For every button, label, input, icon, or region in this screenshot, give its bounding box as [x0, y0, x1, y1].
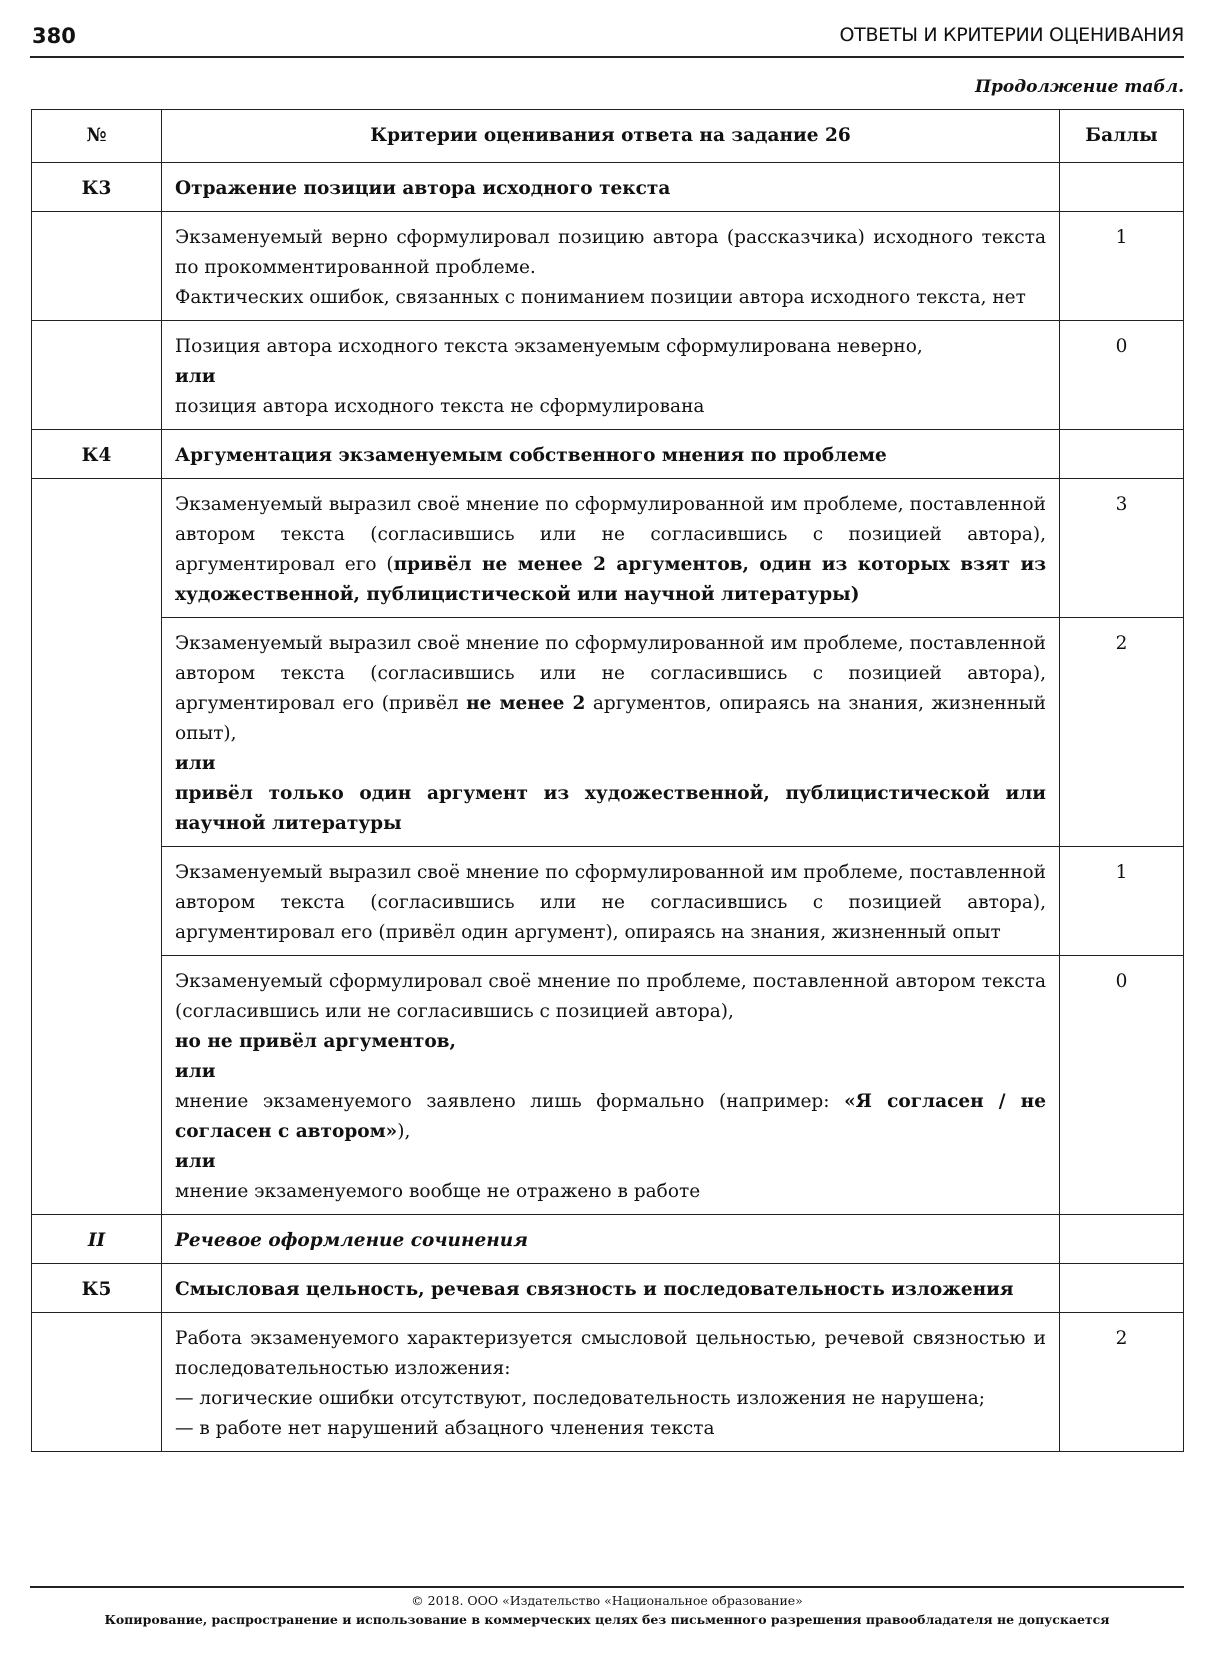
- criterion-description: [162, 1313, 1060, 1452]
- description-line: Фактических ошибок, связанных с пониманием позиции автора исходного текста, нет: [175, 287, 1026, 308]
- points-cell-empty: [1060, 1264, 1184, 1313]
- criterion-title: Отражение позиции автора исходного текста: [162, 163, 1060, 212]
- description-line: Работа экзаменуемого характеризуется смысловой цельностью, речевой связностью и последовательностью изложения:: [175, 1328, 1046, 1379]
- table-header-row: [32, 110, 1184, 163]
- criterion-description: [162, 479, 1060, 618]
- table-row: [32, 479, 1184, 618]
- description-bold-text: не менее 2: [466, 693, 586, 714]
- description-text: ),: [397, 1121, 411, 1142]
- points-cell-empty: [1060, 430, 1184, 479]
- table-row: [32, 956, 1184, 1215]
- points-value: 0: [1060, 956, 1184, 1215]
- list-item: — логические ошибки отсутствуют, последовательность изложения не нарушена;: [175, 1388, 985, 1409]
- criterion-description: [162, 956, 1060, 1215]
- or-connector: или: [175, 366, 216, 387]
- or-connector: или: [175, 1061, 216, 1082]
- description-text: мнение экзаменуемого заявлено лишь формально (например:: [175, 1091, 845, 1112]
- points-value: 0: [1060, 321, 1184, 430]
- description-bold-text: «Я согласен / не согласен с автором»: [175, 1091, 1046, 1142]
- number-cell-empty: [32, 321, 162, 430]
- column-header-number: №: [32, 110, 162, 163]
- description-text: Экзаменуемый выразил своё мнение по сформулированной им проблеме, поставленной автором текста (согласившись или не согласившись с позицией автора), аргументировал его (: [175, 494, 1046, 575]
- description-line: позиция автора исходного текста не сформулирована: [175, 396, 705, 417]
- section-ii-title-row: [32, 1215, 1184, 1264]
- number-cell-empty: [32, 479, 162, 1215]
- description-text: Экзаменуемый сформулировал своё мнение по проблеме, поставленной автором текста (согласившись или не согласившись с позицией автора),: [175, 971, 1046, 1022]
- points-value: 2: [1060, 1313, 1184, 1452]
- criteria-table: [31, 109, 1184, 1452]
- points-value: 2: [1060, 618, 1184, 847]
- table-row: [32, 212, 1184, 321]
- description-text: Экзаменуемый выразил своё мнение по сформулированной им проблеме, поставленной автором текста (согласившись или не согласившись с позицией автора), аргументировал его (привёл один аргумент), опираясь на знания, жизненный опыт: [175, 862, 1046, 943]
- continuation-label: Продолжение табл.: [974, 77, 1184, 97]
- points-cell-empty: [1060, 163, 1184, 212]
- column-header-points: Баллы: [1060, 110, 1184, 163]
- or-connector: или: [175, 753, 216, 774]
- copyright: © 2018. ООО «Издательство «Национальное образование»: [411, 1593, 803, 1608]
- criterion-number: К5: [32, 1264, 162, 1313]
- description-bold-text: привёл не менее 2 аргументов, один из которых взят из художественной, публицистической или научной литературы): [175, 554, 1047, 605]
- points-value: 3: [1060, 479, 1184, 618]
- section-number: II: [32, 1215, 162, 1264]
- criterion-description: [162, 618, 1060, 847]
- points-value: 1: [1060, 847, 1184, 956]
- running-title: ОТВЕТЫ И КРИТЕРИИ ОЦЕНИВАНИЯ: [839, 24, 1184, 46]
- criterion-title: Смысловая цельность, речевая связность и последовательность изложения: [162, 1264, 1060, 1313]
- points-cell-empty: [1060, 1215, 1184, 1264]
- description-text: аргументов, опираясь на знания, жизненный опыт),: [175, 693, 1046, 744]
- description-line: [175, 1087, 1046, 1147]
- number-cell-empty: [32, 1313, 162, 1452]
- table-row: [32, 618, 1184, 847]
- criterion-k4-title-row: [32, 430, 1184, 479]
- header-rule: [30, 56, 1184, 58]
- or-connector: или: [175, 1151, 216, 1172]
- criterion-number: К4: [32, 430, 162, 479]
- criterion-number: К3: [32, 163, 162, 212]
- column-header-criteria: Критерии оценивания ответа на задание 26: [162, 110, 1060, 163]
- criterion-description: [162, 212, 1060, 321]
- description-line: мнение экзаменуемого вообще не отражено в работе: [175, 1181, 701, 1202]
- description-bold-text: но не привёл аргументов,: [175, 1031, 456, 1052]
- criterion-k5-title-row: [32, 1264, 1184, 1313]
- criterion-title: Аргументация экзаменуемым собственного мнения по проблеме: [162, 430, 1060, 479]
- number-cell-empty: [32, 212, 162, 321]
- section-title: Речевое оформление сочинения: [162, 1215, 1060, 1264]
- copyright-notice: Копирование, распространение и использование в коммерческих целях без письменного разрешения правообладателя не допускается: [104, 1612, 1110, 1627]
- description-line: Позиция автора исходного текста экзаменуемым сформулирована неверно,: [175, 336, 923, 357]
- footer-rule: [30, 1586, 1184, 1588]
- table-row: [32, 321, 1184, 430]
- description-text: Экзаменуемый выразил своё мнение по сформулированной им проблеме, поставленной автором текста (согласившись или не согласившись с позицией автора), аргументировал его (привёл: [175, 633, 1046, 714]
- page-number: 380: [32, 24, 76, 48]
- description-bold-text: привёл только один аргумент из художественной, публицистической или научной литературы: [175, 783, 1046, 834]
- table-row: [32, 1313, 1184, 1452]
- criterion-description: [162, 321, 1060, 430]
- table-row: [32, 847, 1184, 956]
- list-item: — в работе нет нарушений абзацного членения текста: [175, 1418, 715, 1439]
- criterion-description: [162, 847, 1060, 956]
- points-value: 1: [1060, 212, 1184, 321]
- criterion-k3-title-row: [32, 163, 1184, 212]
- description-line: Экзаменуемый верно сформулировал позицию автора (рассказчика) исходного текста по прокомментированной проблеме.: [175, 227, 1046, 278]
